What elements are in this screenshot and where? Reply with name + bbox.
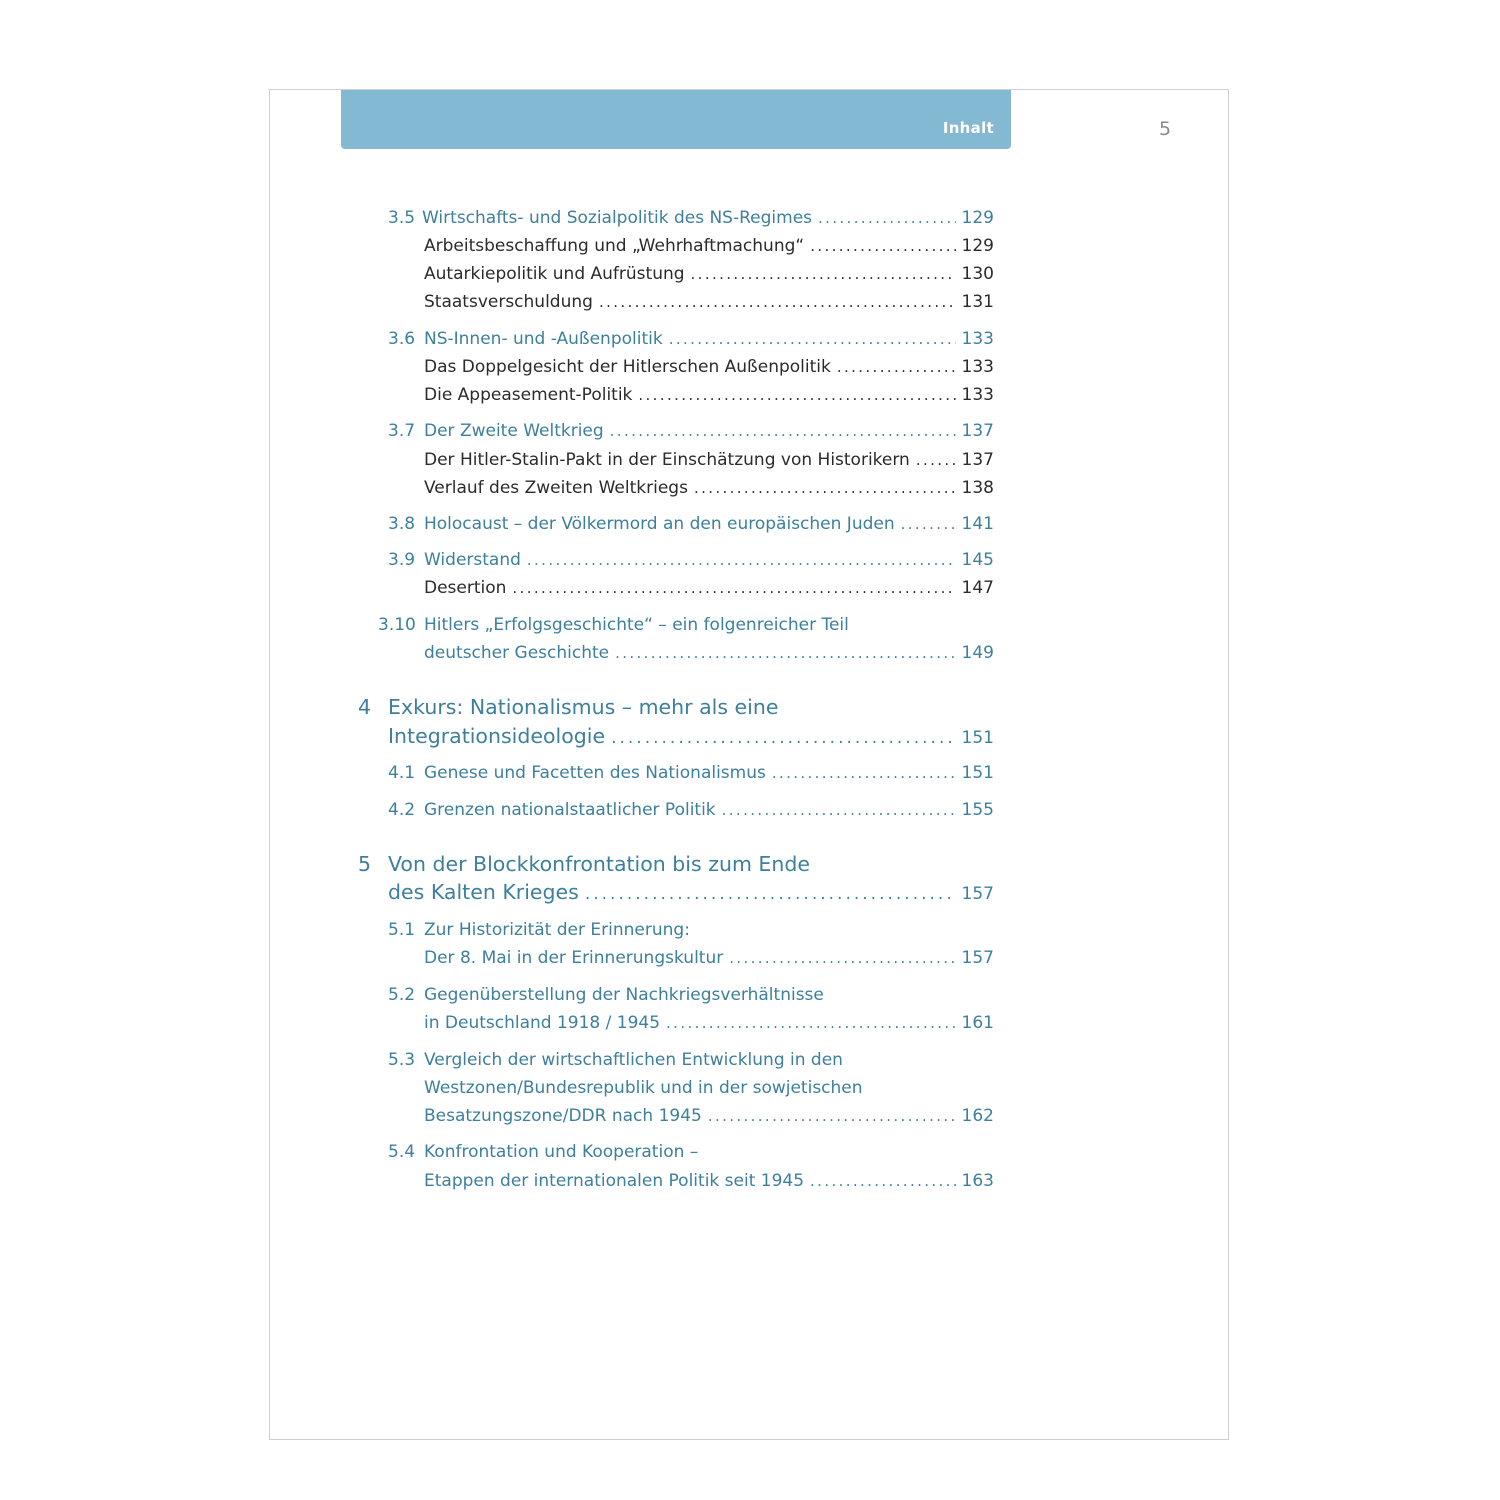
toc-number: 3.8 — [388, 514, 416, 534]
toc-entry[interactable] — [424, 476, 994, 500]
toc-page: 157 — [961, 884, 994, 904]
toc-number: 5.4 — [388, 1142, 416, 1162]
toc-page: 151 — [961, 728, 994, 748]
toc-entry[interactable] — [424, 1104, 994, 1128]
toc-title: Die Appeasement-Politik — [424, 385, 633, 405]
toc-number: 4.2 — [388, 800, 416, 820]
toc-title: Besatzungszone/DDR nach 1945 — [424, 1106, 702, 1126]
toc-entry[interactable] — [422, 206, 994, 230]
toc-entry-line1[interactable] — [424, 918, 994, 942]
dot-leader — [585, 879, 956, 909]
toc-title: Der Hitler-Stalin-Pakt in der Einschätzung von Historikern — [424, 450, 910, 470]
toc-title: Arbeitsbeschaffung und „Wehrhaftmachung“ — [424, 236, 805, 256]
page-number: 5 — [1159, 118, 1172, 140]
chapter-entry[interactable] — [388, 877, 994, 907]
toc-title: Autarkiepolitik und Aufrüstung — [424, 264, 685, 284]
dot-leader — [599, 290, 956, 314]
toc-title: Staatsverschuldung — [424, 292, 593, 312]
toc-page: 133 — [961, 357, 994, 377]
toc-title: Vergleich der wirtschaftlichen Entwicklung in den — [424, 1050, 843, 1070]
dot-leader — [611, 723, 955, 753]
toc-entry[interactable] — [424, 383, 994, 407]
toc-title: Genese und Facetten des Nationalismus — [424, 763, 766, 783]
dot-leader — [722, 798, 956, 822]
toc-number: 3.10 — [378, 615, 416, 635]
toc-number: 5.2 — [388, 985, 416, 1005]
toc-title: NS-Innen- und -Außenpolitik — [424, 329, 663, 349]
toc-entry-line2[interactable] — [424, 1076, 994, 1100]
toc-page: 137 — [961, 450, 994, 470]
toc-title: deutscher Geschichte — [424, 643, 610, 663]
toc-page: 133 — [961, 385, 994, 405]
toc-title: Konfrontation und Kooperation – — [424, 1142, 699, 1162]
toc-entry[interactable] — [424, 1011, 994, 1035]
dot-leader — [810, 1169, 956, 1193]
chapter-number: 4 — [358, 695, 372, 719]
toc-number: 3.6 — [388, 329, 416, 349]
dot-leader — [916, 448, 956, 472]
toc-title: in Deutschland 1918 / 1945 — [424, 1013, 661, 1033]
chapter-entry[interactable] — [388, 721, 994, 751]
chapter-title: Von der Blockkonfrontation bis zum Ende — [388, 852, 811, 876]
dot-leader — [666, 1011, 956, 1035]
toc-entry[interactable] — [424, 1169, 994, 1193]
toc-entry[interactable] — [424, 761, 994, 785]
toc-title: Holocaust – der Völkermord an den europäischen Juden — [424, 514, 895, 534]
chapter-title: Exkurs: Nationalismus – mehr als eine — [388, 695, 779, 719]
toc-number: 3.5 — [388, 208, 416, 228]
dot-leader — [818, 206, 956, 230]
toc-entry[interactable] — [424, 448, 994, 472]
toc-entry[interactable] — [424, 262, 994, 286]
toc-title: Westzonen/Bundesrepublik und in der sowjetischen — [424, 1078, 863, 1098]
dot-leader — [810, 234, 955, 258]
header-label: Inhalt — [942, 119, 994, 137]
toc-page: 149 — [961, 643, 994, 663]
toc-page: 138 — [961, 478, 994, 498]
dot-leader — [527, 548, 956, 572]
book-page — [269, 89, 1229, 1440]
toc-title: Der 8. Mai in der Erinnerungskultur — [424, 948, 724, 968]
table-of-contents — [270, 90, 1228, 1439]
toc-number: 5.1 — [388, 920, 416, 940]
dot-leader — [615, 641, 955, 665]
chapter-title: Integrationsideologie — [388, 724, 606, 748]
toc-title: Etappen der internationalen Politik seit 1945 — [424, 1171, 805, 1191]
toc-page: 161 — [961, 1013, 994, 1033]
toc-entry[interactable] — [424, 419, 994, 443]
toc-page: 141 — [961, 514, 994, 534]
toc-title: Grenzen nationalstaatlicher Politik — [424, 800, 716, 820]
toc-page: 162 — [961, 1106, 994, 1126]
toc-entry[interactable] — [424, 512, 994, 536]
toc-page: 130 — [961, 264, 994, 284]
chapter-entry-line1[interactable] — [388, 692, 994, 722]
toc-title: Der Zweite Weltkrieg — [424, 421, 604, 441]
toc-page: 155 — [961, 800, 994, 820]
toc-number: 3.9 — [388, 550, 416, 570]
toc-entry[interactable] — [424, 946, 994, 970]
toc-title: Verlauf des Zweiten Weltkriegs — [424, 478, 688, 498]
toc-entry[interactable] — [424, 290, 994, 314]
dot-leader — [772, 761, 956, 785]
chapter-entry-line1[interactable] — [388, 849, 994, 879]
toc-number: 3.7 — [388, 421, 416, 441]
toc-page: 129 — [961, 208, 994, 228]
toc-entry-line1[interactable] — [424, 983, 994, 1007]
chapter-title: des Kalten Krieges — [388, 880, 579, 904]
toc-page: 131 — [961, 292, 994, 312]
dot-leader — [729, 946, 955, 970]
toc-title: Desertion — [424, 578, 507, 598]
dot-leader — [901, 512, 956, 536]
toc-page: 129 — [961, 236, 994, 256]
toc-entry-line1[interactable] — [424, 1140, 994, 1164]
toc-page: 147 — [961, 578, 994, 598]
toc-number: 4.1 — [388, 763, 416, 783]
toc-page: 151 — [961, 763, 994, 783]
toc-title: Wirtschafts- und Sozialpolitik des NS-Regimes — [422, 208, 813, 228]
toc-title: Widerstand — [424, 550, 521, 570]
toc-title: Hitlers „Erfolgsgeschichte“ – ein folgenreicher Teil — [424, 615, 849, 635]
toc-entry-line1[interactable] — [424, 613, 994, 637]
toc-entry[interactable] — [424, 327, 994, 351]
dot-leader — [669, 327, 956, 351]
dot-leader — [610, 419, 956, 443]
dot-leader — [694, 476, 956, 500]
toc-page: 157 — [961, 948, 994, 968]
toc-title: Gegenüberstellung der Nachkriegsverhältnisse — [424, 985, 824, 1005]
toc-entry[interactable] — [424, 548, 994, 572]
toc-entry[interactable] — [424, 234, 994, 258]
toc-page: 163 — [961, 1171, 994, 1191]
toc-entry[interactable] — [424, 355, 994, 379]
toc-entry[interactable] — [424, 576, 994, 600]
dot-leader — [512, 576, 955, 600]
chapter-number: 5 — [358, 852, 372, 876]
toc-entry-line1[interactable] — [424, 1048, 994, 1072]
toc-number: 5.3 — [388, 1050, 416, 1070]
toc-page: 137 — [961, 421, 994, 441]
dot-leader — [638, 383, 955, 407]
toc-entry[interactable] — [424, 641, 994, 665]
toc-page: 145 — [961, 550, 994, 570]
dot-leader — [691, 262, 956, 286]
toc-page: 133 — [961, 329, 994, 349]
toc-title: Zur Historizität der Erinnerung: — [424, 920, 690, 940]
dot-leader — [837, 355, 956, 379]
toc-entry[interactable] — [424, 798, 994, 822]
toc-title: Das Doppelgesicht der Hitlerschen Außenpolitik — [424, 357, 831, 377]
dot-leader — [708, 1104, 956, 1128]
